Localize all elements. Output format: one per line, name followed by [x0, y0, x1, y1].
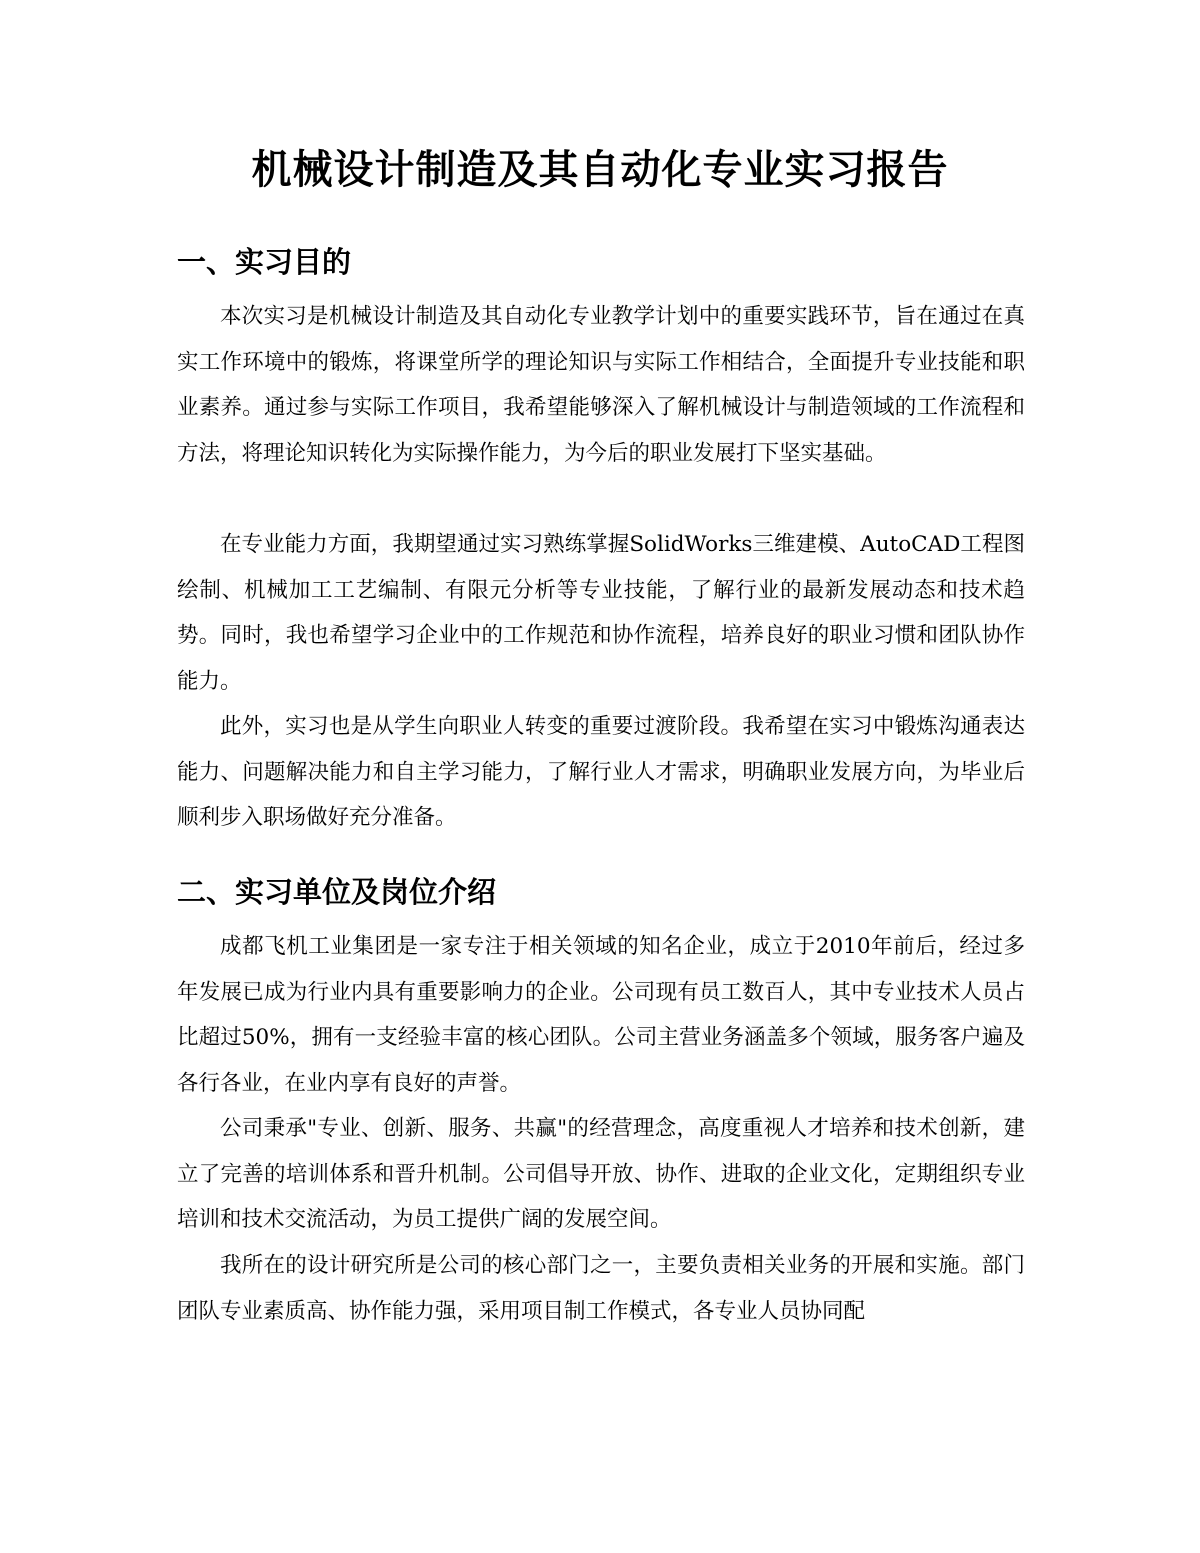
paragraph: 此外，实习也是从学生向职业人转变的重要过渡阶段。我希望在实习中锻炼沟通表达能力、问题解决能力和自主学习能力，了解行业人才需求，明确职业发展方向，为毕业后顺利步入职场做好充分准备。	[177, 714, 1025, 831]
paragraph: 在专业能力方面，我期望通过实习熟练掌握SolidWorks三维建模、AutoCAD工程图绘制、机械加工工艺编制、有限元分析等专业技能，了解行业的最新发展动态和技术趋势。同时，我也希望学习企业中的工作规范和协作流程，培养良好的职业习惯和团队协作能力。	[177, 532, 1025, 694]
paragraph: 我所在的设计研究所是公司的核心部门之一，主要负责相关业务的开展和实施。部门团队专业素质高、协作能力强，采用项目制工作模式，各专业人员协同配	[177, 1253, 1025, 1324]
section-heading-company-and-position: 二、实习单位及岗位介绍	[177, 875, 497, 909]
paragraph: 本次实习是机械设计制造及其自动化专业教学计划中的重要实践环节，旨在通过在真实工作环境中的锻炼，将课堂所学的理论知识与实际工作相结合，全面提升专业技能和职业素养。通过参与实际工作项目，我希望能够深入了解机械设计与制造领域的工作流程和方法，将理论知识转化为实际操作能力，为今后的职业发展打下坚实基础。	[177, 304, 1025, 466]
document-title: 机械设计制造及其自动化专业实习报告	[251, 147, 949, 193]
paragraph: 成都飞机工业集团是一家专注于相关领域的知名企业，成立于2010年前后，经过多年发展已成为行业内具有重要影响力的企业。公司现有员工数百人，其中专业技术人员占比超过50%，拥有一支经验丰富的核心团队。公司主营业务涵盖多个领域，服务客户遍及各行各业，在业内享有良好的声誉。	[177, 934, 1025, 1096]
section-heading-internship-purpose: 一、实习目的	[177, 245, 352, 279]
paragraph: 公司秉承"专业、创新、服务、共赢"的经营理念，高度重视人才培养和技术创新，建立了完善的培训体系和晋升机制。公司倡导开放、协作、进取的企业文化，定期组织专业培训和技术交流活动，为员工提供广阔的发展空间。	[177, 1116, 1025, 1233]
